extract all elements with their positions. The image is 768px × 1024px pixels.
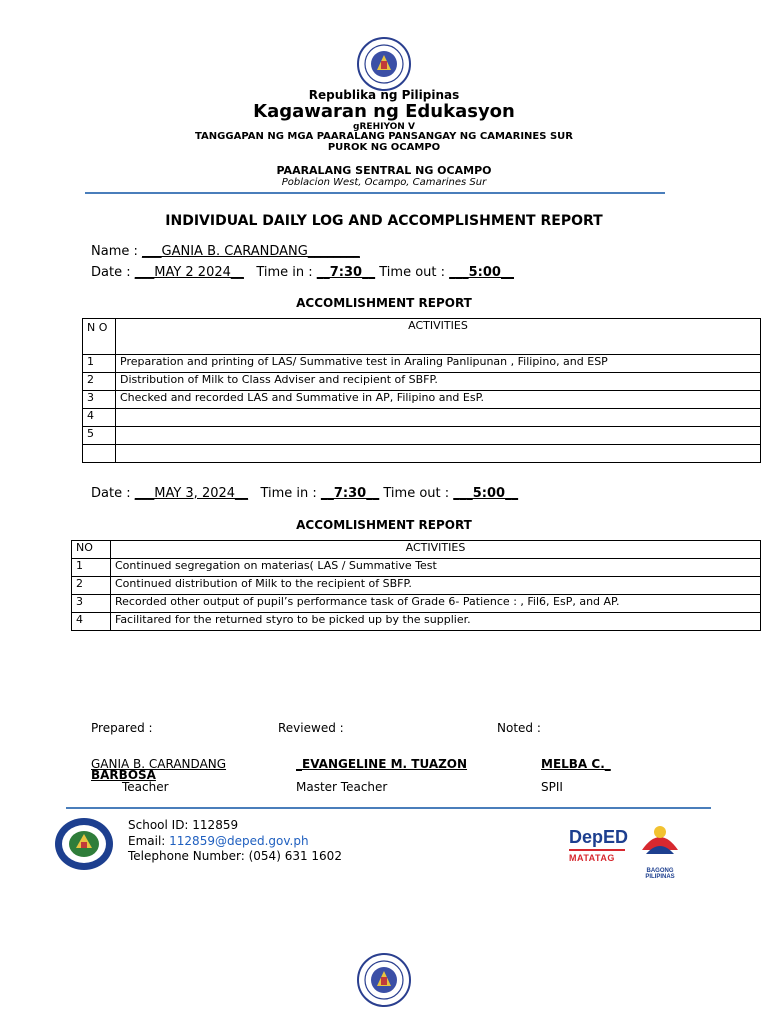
- row-activity: [116, 427, 761, 445]
- row-no: 4: [72, 613, 111, 631]
- row-no: 2: [72, 577, 111, 595]
- bagong-pilipinas-text: BAGONG PILIPINAS: [645, 868, 675, 880]
- header-region: gREHIYON V: [353, 122, 415, 132]
- row-no: 3: [83, 391, 116, 409]
- name-value: ___GANIA B. CARANDANG________: [142, 244, 360, 259]
- row-no: 5: [83, 427, 116, 445]
- row-activity: Recorded other output of pupil’s performance task of Grade 6- Patience : , Fil6, EsP, and AP.: [111, 595, 761, 613]
- day1-date-label: Date :: [91, 265, 131, 280]
- bagong-pilipinas-emblem-icon: [632, 820, 688, 864]
- table-row: [72, 613, 761, 631]
- row-activity: Distribution of Milk to Class Adviser and recipient of SBFP.: [116, 373, 761, 391]
- table-row: [83, 409, 761, 427]
- row-activity: Facilitared for the returned styro to be picked up by the supplier.: [111, 613, 761, 631]
- day1-date-value: ___MAY 2 2024__: [134, 265, 244, 280]
- row-no: 2: [83, 373, 116, 391]
- day1-time-in-value: __7:30__: [316, 265, 376, 280]
- footer-school-id: School ID: 112859: [128, 818, 239, 832]
- row-no: 4: [83, 409, 116, 427]
- day2-col-activities: ACTIVITIES: [111, 541, 761, 559]
- day2-time-out-value: ___5:00__: [453, 486, 519, 501]
- footer-email-label: Email:: [128, 834, 170, 848]
- day2-col-no: NO: [72, 541, 111, 559]
- prepared-label: Prepared :: [91, 721, 153, 735]
- row-activity: [116, 445, 761, 463]
- noted-role: SPII: [541, 780, 563, 794]
- day1-date-row: [91, 265, 514, 280]
- table-row: [83, 391, 761, 409]
- table-row: [72, 595, 761, 613]
- day1-activity-table: [82, 318, 761, 463]
- row-no: 3: [72, 595, 111, 613]
- day1-col-no: N O: [83, 319, 116, 355]
- deped-seal-icon: [357, 37, 411, 91]
- footer-email-link[interactable]: 112859@deped.gov.ph: [169, 834, 309, 848]
- day2-date-label: Date :: [91, 486, 131, 501]
- reviewed-name: _EVANGELINE M. TUAZON: [296, 757, 468, 771]
- table-row: [72, 559, 761, 577]
- day1-col-activities: ACTIVITIES: [116, 319, 761, 355]
- school-logo-icon: [54, 817, 114, 871]
- reviewed-label: Reviewed :: [278, 721, 344, 735]
- name-row: [91, 244, 360, 259]
- header-district: PUROK NG OCAMPO: [327, 142, 441, 153]
- row-activity: Continued distribution of Milk to the recipient of SBFP.: [111, 577, 761, 595]
- row-activity: Checked and recorded LAS and Summative in AP, Filipino and EsP.: [116, 391, 761, 409]
- reviewed-role: Master Teacher: [296, 780, 388, 794]
- row-no: 1: [72, 559, 111, 577]
- day1-section-title: ACCOMLISHMENT REPORT: [296, 296, 472, 310]
- day2-activity-table: [71, 540, 761, 631]
- name-label: Name :: [91, 244, 138, 259]
- prepared-name: GANIA B. CARANDANG: [91, 757, 227, 771]
- row-activity: [116, 409, 761, 427]
- table-row: [72, 577, 761, 595]
- row-no: [83, 445, 116, 463]
- table-row: [83, 445, 761, 463]
- day2-time-out-label: Time out :: [383, 486, 450, 501]
- day1-time-in-label: Time in :: [256, 265, 313, 280]
- row-no: 1: [83, 355, 116, 373]
- day2-table-header: [72, 541, 761, 559]
- deped-matatag-logo: [569, 827, 629, 873]
- header-school: PAARALANG SENTRAL NG OCAMPO: [276, 164, 492, 177]
- footer-email-row: [128, 834, 309, 848]
- noted-label: Noted :: [497, 721, 541, 735]
- table-row: [83, 355, 761, 373]
- noted-name: MELBA C._: [541, 757, 611, 771]
- table-row: [83, 427, 761, 445]
- header-address: Poblacion West, Ocampo, Camarines Sur: [281, 177, 487, 188]
- header-office: TANGGAPAN NG MGA PAARALANG PANSANGAY NG CAMARINES SUR: [195, 131, 573, 142]
- header-department: Kagawaran ng Edukasyon: [253, 101, 515, 122]
- day2-date-row: [91, 486, 518, 501]
- row-activity: Preparation and printing of LAS/ Summative test in Araling Panlipunan , Filipino, and ESP: [116, 355, 761, 373]
- day1-table-header: [83, 319, 761, 355]
- footer-telephone: Telephone Number: (054) 631 1602: [128, 849, 342, 863]
- day2-time-in-label: Time in :: [260, 486, 317, 501]
- day2-date-value: ___MAY 3, 2024__: [134, 486, 249, 501]
- deped-logo-rule: [569, 849, 625, 851]
- day2-time-in-value: __7:30__: [320, 486, 380, 501]
- prepared-name-line2: BARBOSA: [91, 768, 156, 782]
- matatag-text: MATATAG: [569, 853, 615, 863]
- header-divider: [85, 192, 665, 194]
- header-republic: Republika ng Pilipinas: [308, 88, 460, 102]
- day1-time-out-label: Time out :: [379, 265, 445, 280]
- day2-section-title: ACCOMLISHMENT REPORT: [296, 518, 472, 532]
- bagong-pilipinas-logo: [632, 820, 688, 880]
- prepared-role: Teacher: [122, 780, 169, 794]
- deped-logo-text: DepED: [569, 827, 629, 847]
- row-activity: Continued segregation on materias( LAS / Summative Test: [111, 559, 761, 577]
- table-row: [83, 373, 761, 391]
- deped-seal-bottom-icon: [357, 953, 411, 1007]
- day1-time-out-value: ___5:00__: [449, 265, 514, 280]
- report-title: INDIVIDUAL DAILY LOG AND ACCOMPLISHMENT REPORT: [165, 213, 603, 229]
- footer-divider: [66, 807, 711, 809]
